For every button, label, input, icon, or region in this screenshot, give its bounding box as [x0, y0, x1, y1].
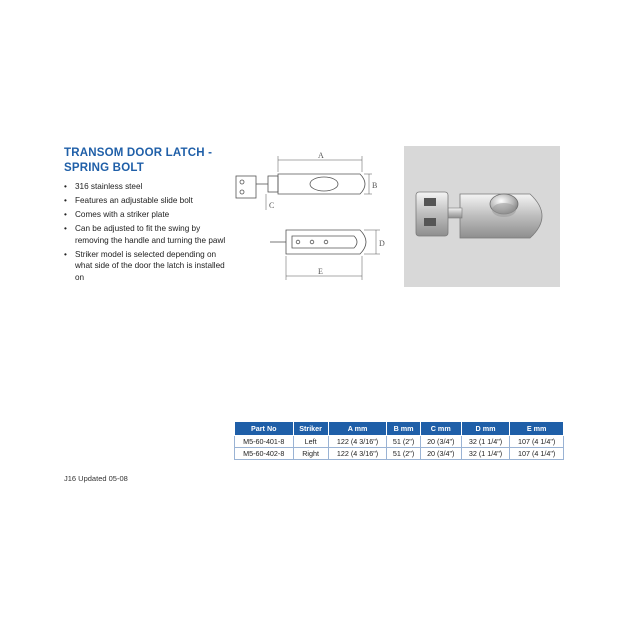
column-header: C mm [420, 422, 461, 436]
feature-item: • Comes with a striker plate [64, 209, 234, 221]
product-title-line-1: TRANSOM DOOR LATCH - [64, 147, 213, 159]
side-view-outline [286, 230, 366, 254]
table-cell: 32 (1 1/4") [461, 436, 510, 448]
dimension-label-c: C [269, 201, 275, 210]
dimension-label-a: A [318, 151, 324, 160]
column-header: B mm [387, 422, 420, 436]
dimension-label-d: D [379, 239, 385, 248]
column-header: Part No [235, 422, 294, 436]
table-cell: Right [293, 448, 328, 460]
striker-outline [236, 176, 256, 198]
screw-hole [324, 240, 328, 244]
striker-hole [240, 190, 244, 194]
specification-table [234, 421, 564, 460]
latch-bolt-outline [268, 176, 278, 192]
table-cell: 32 (1 1/4") [461, 448, 510, 460]
product-title-line-2: SPRING BOLT [64, 162, 144, 174]
feature-item: • Can be adjusted to fit the swing by removing the handle and turning the pawl [64, 223, 234, 246]
table-row [235, 436, 564, 448]
feature-item: • 316 stainless steel [64, 181, 234, 193]
table-cell: 20 (3/4") [420, 448, 461, 460]
feature-item: • Striker model is selected depending on what side of the door the latch is installed on [64, 249, 234, 284]
dimension-label-e: E [318, 267, 323, 276]
table-cell: M5-60-401-8 [235, 436, 294, 448]
striker-slot [424, 198, 436, 206]
striker-hole [240, 180, 244, 184]
column-header: E mm [510, 422, 564, 436]
screw-hole [310, 240, 314, 244]
table-cell: 51 (2") [387, 436, 420, 448]
product-title [64, 146, 234, 176]
column-header: Striker [293, 422, 328, 436]
table-cell: 122 (4 3/16") [328, 436, 387, 448]
table-cell: M5-60-402-8 [235, 448, 294, 460]
feature-list [64, 181, 234, 286]
striker-slot [424, 218, 436, 226]
product-photo [404, 146, 560, 287]
table-header-row [235, 422, 564, 436]
dimension-label-b: B [372, 181, 378, 190]
table-cell: 107 (4 1/4") [510, 436, 564, 448]
table-cell: 107 (4 1/4") [510, 448, 564, 460]
table-cell: 122 (4 3/16") [328, 448, 387, 460]
latch-knob-outline [310, 177, 338, 191]
knob-shadow [492, 203, 516, 217]
column-header: D mm [461, 422, 510, 436]
latch-bolt [448, 208, 462, 218]
table-cell: Left [293, 436, 328, 448]
update-note: J16 Updated 05-08 [64, 474, 128, 483]
table-row [235, 448, 564, 460]
column-header: A mm [328, 422, 387, 436]
technical-drawing [232, 146, 392, 294]
feature-item: • Features an adjustable slide bolt [64, 195, 234, 207]
table-cell: 20 (3/4") [420, 436, 461, 448]
latch-illustration [404, 146, 560, 287]
screw-hole [296, 240, 300, 244]
table-cell: 51 (2") [387, 448, 420, 460]
